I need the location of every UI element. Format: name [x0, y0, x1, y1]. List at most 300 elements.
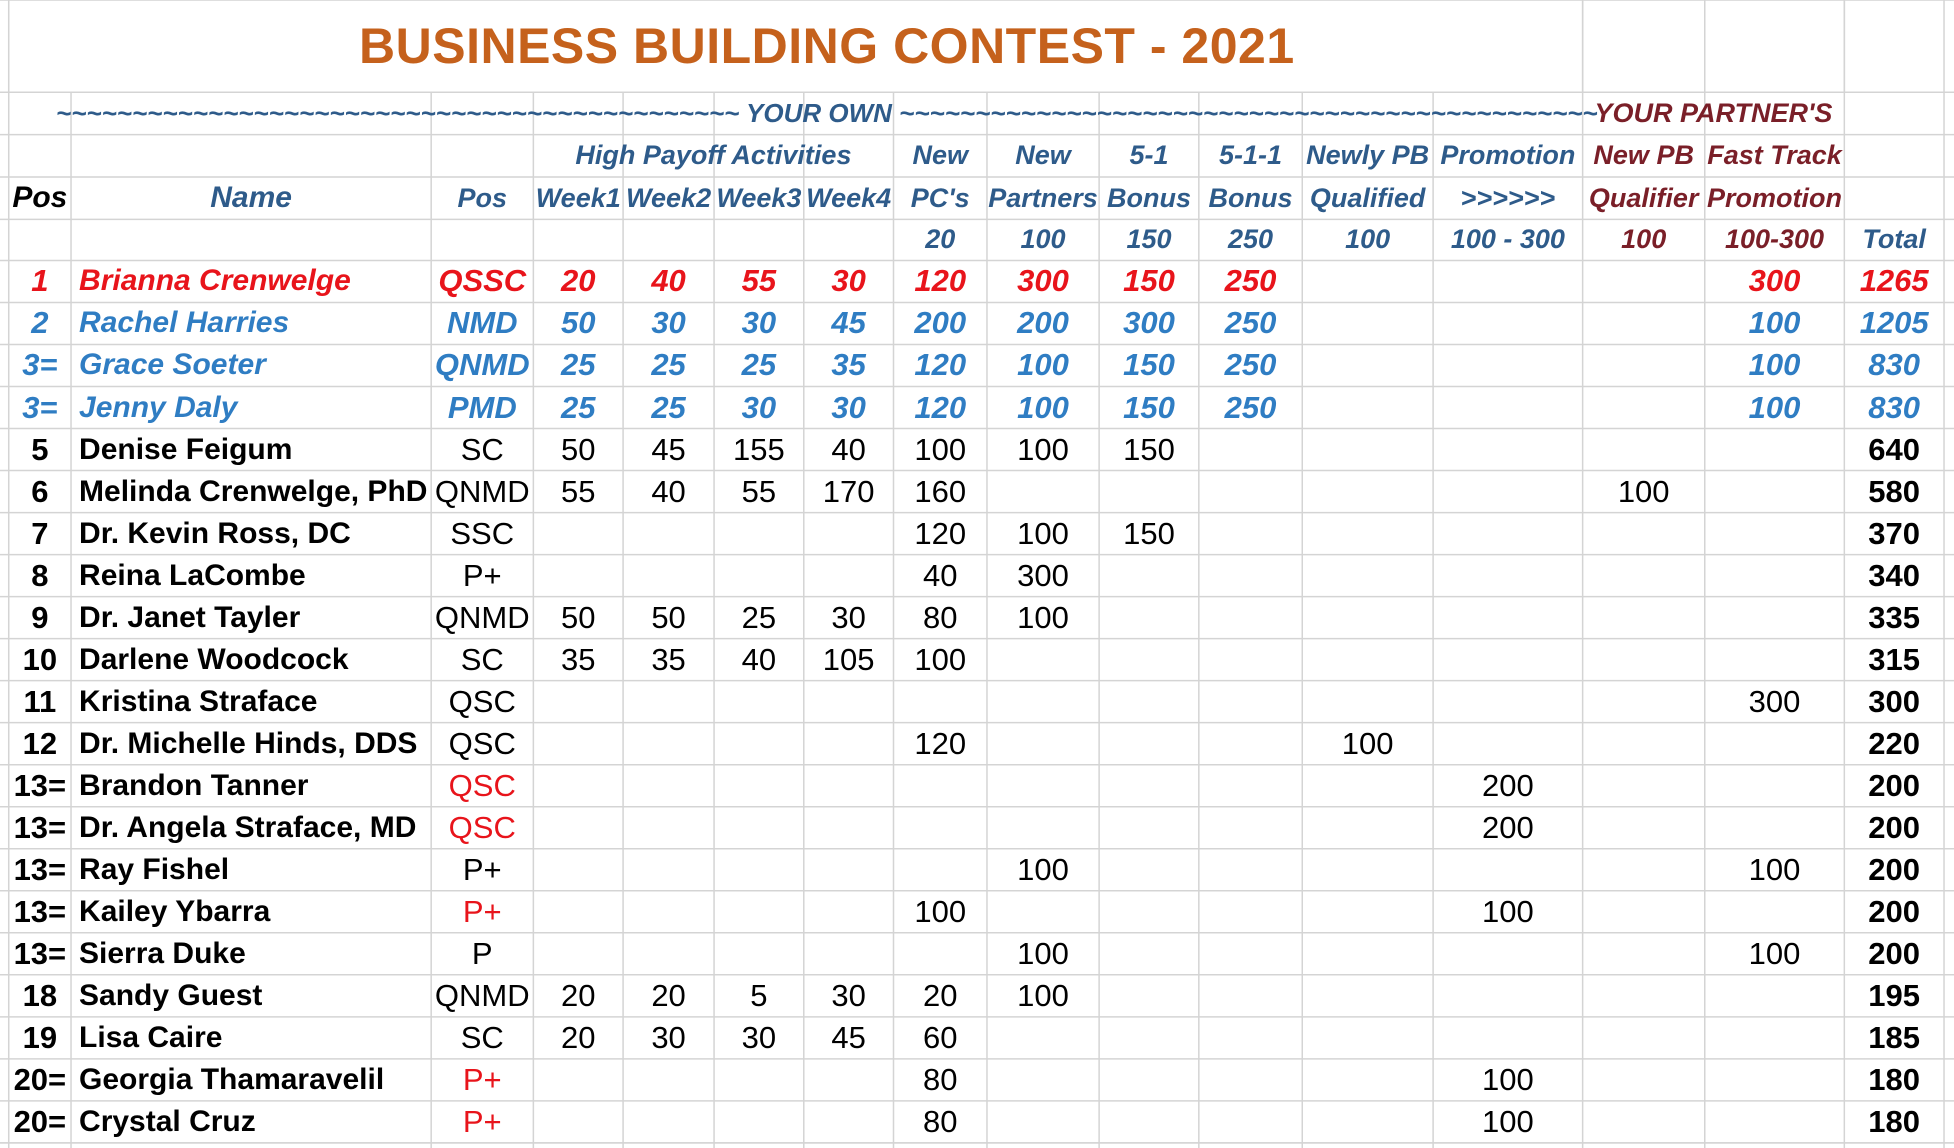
total-cell: 200 — [1868, 851, 1921, 887]
value-cell — [1199, 891, 1302, 933]
value-cell: 25 — [651, 389, 686, 425]
value-cell — [1099, 723, 1199, 765]
points-header: 100 — [1621, 224, 1667, 255]
points-header — [71, 219, 431, 260]
value-cell — [1583, 1017, 1705, 1059]
value-cell — [1099, 891, 1199, 933]
value-cell — [804, 849, 894, 891]
value-cell — [1583, 807, 1705, 849]
total-cell: 335 — [1868, 599, 1921, 635]
points-header: 20 — [925, 224, 956, 255]
value-cell — [1099, 681, 1199, 723]
value-cell — [1199, 513, 1302, 555]
value-cell: 100 — [1748, 389, 1801, 425]
position-cell: 13= — [13, 767, 67, 803]
value-cell: 100 — [914, 431, 967, 467]
value-cell: 25 — [741, 599, 777, 635]
value-cell — [1099, 849, 1199, 891]
column-header: Bonus — [1106, 182, 1191, 213]
points-header — [9, 219, 71, 260]
name-cell: Denise Feigum — [79, 432, 293, 466]
value-cell — [623, 933, 714, 975]
value-cell — [1199, 807, 1302, 849]
value-cell — [623, 849, 714, 891]
position-cell: 6 — [31, 473, 49, 509]
position-cell: 3= — [22, 389, 58, 425]
value-cell: 100 — [1748, 935, 1801, 971]
value-cell: 30 — [651, 1019, 686, 1055]
column-header: Qualifier — [1588, 182, 1699, 213]
value-cell — [1199, 681, 1302, 723]
value-cell — [1583, 765, 1705, 807]
value-cell: 100 — [1017, 431, 1069, 467]
value-cell: 155 — [733, 431, 785, 467]
total-cell: 185 — [1868, 1019, 1921, 1055]
value-cell: 100 — [1748, 305, 1801, 341]
value-cell: 25 — [560, 389, 596, 425]
total-cell: 640 — [1868, 431, 1921, 467]
value-cell — [1705, 639, 1845, 681]
position-cell: 1 — [31, 263, 49, 299]
column-header: High Payoff Activities — [575, 140, 852, 171]
value-cell: 30 — [831, 263, 866, 299]
value-cell: 80 — [922, 1061, 958, 1097]
name-cell: Melinda Crenwelge, PhD — [79, 474, 428, 508]
value-cell — [1302, 260, 1433, 302]
column-header: Newly PB — [1306, 140, 1430, 171]
value-cell — [1199, 555, 1302, 597]
value-cell: QSC — [448, 725, 516, 761]
value-cell — [1583, 429, 1705, 471]
value-cell: 120 — [914, 389, 967, 425]
position-cell: 9 — [31, 599, 49, 635]
value-cell — [987, 807, 1099, 849]
column-header: Promotion — [1707, 182, 1843, 213]
value-cell — [714, 513, 804, 555]
value-cell: 100 — [1481, 1103, 1534, 1139]
position-cell: 13= — [13, 935, 67, 971]
value-cell: 55 — [741, 263, 777, 299]
value-cell — [987, 639, 1099, 681]
name-cell: Dr. Kevin Ross, DC — [79, 516, 351, 550]
value-cell: P+ — [462, 1103, 502, 1139]
value-cell — [623, 807, 714, 849]
value-cell — [533, 513, 623, 555]
total-cell: 1265 — [1859, 263, 1929, 299]
value-cell: 5 — [750, 977, 768, 1013]
position-cell: 10 — [22, 641, 58, 677]
value-cell: 55 — [560, 473, 596, 509]
value-cell: 20 — [922, 977, 958, 1013]
value-cell — [1199, 765, 1302, 807]
position-cell: 7 — [31, 515, 49, 551]
value-cell: 30 — [831, 599, 866, 635]
value-cell — [533, 681, 623, 723]
value-cell — [1705, 513, 1845, 555]
column-header: Fast Track — [1707, 140, 1842, 171]
value-cell: 30 — [741, 305, 777, 341]
value-cell: SC — [460, 641, 504, 677]
value-cell — [987, 1059, 1099, 1101]
name-cell: Kristina Straface — [79, 684, 318, 718]
value-cell — [714, 681, 804, 723]
value-cell — [714, 891, 804, 933]
name-cell: Brianna Crenwelge — [79, 264, 351, 298]
value-cell — [1199, 723, 1302, 765]
points-header: 100 - 300 — [1450, 224, 1565, 255]
value-cell — [1433, 387, 1583, 429]
value-cell — [1583, 344, 1705, 386]
position-cell: 5 — [31, 431, 49, 467]
points-header: 100-300 — [1724, 224, 1825, 255]
column-header: New — [1015, 140, 1071, 171]
value-cell — [1433, 975, 1583, 1017]
name-cell: Sierra Duke — [79, 936, 246, 970]
value-cell: 100 — [1481, 1061, 1534, 1097]
value-cell — [987, 723, 1099, 765]
name-cell: Lisa Caire — [79, 1020, 223, 1054]
value-cell — [1583, 513, 1705, 555]
value-cell — [1302, 344, 1433, 386]
value-cell — [533, 1059, 623, 1101]
value-cell — [533, 849, 623, 891]
name-cell: Dr. Michelle Hinds, DDS — [79, 726, 418, 760]
value-cell — [1199, 429, 1302, 471]
value-cell: 150 — [1123, 347, 1175, 383]
column-header: Name — [210, 181, 292, 215]
value-cell — [623, 555, 714, 597]
value-cell — [1302, 1059, 1433, 1101]
value-cell: 50 — [651, 599, 686, 635]
value-cell — [1583, 723, 1705, 765]
value-cell: 200 — [1481, 767, 1534, 803]
value-cell — [804, 807, 894, 849]
value-cell: 35 — [560, 641, 596, 677]
value-cell — [804, 765, 894, 807]
value-cell: SSC — [450, 515, 515, 551]
value-cell — [1583, 260, 1705, 302]
value-cell — [1199, 1059, 1302, 1101]
value-cell — [1302, 933, 1433, 975]
name-cell: Kailey Ybarra — [79, 894, 271, 928]
column-header — [1844, 177, 1944, 219]
value-cell: QSSC — [438, 263, 527, 299]
value-cell — [533, 555, 623, 597]
value-cell: 20 — [560, 263, 596, 299]
value-cell — [1583, 1059, 1705, 1101]
value-cell: QNMD — [434, 473, 530, 509]
value-cell — [533, 807, 623, 849]
value-cell — [714, 1059, 804, 1101]
value-cell — [1583, 302, 1705, 344]
column-header: >>>>>> — [1460, 182, 1556, 213]
value-cell: P+ — [462, 1061, 502, 1097]
column-header: New — [912, 140, 968, 171]
column-header — [1844, 135, 1944, 177]
total-cell: 200 — [1868, 935, 1921, 971]
value-cell — [1099, 597, 1199, 639]
value-cell — [1099, 555, 1199, 597]
value-cell — [1302, 807, 1433, 849]
value-cell: 30 — [741, 389, 777, 425]
value-cell — [804, 513, 894, 555]
value-cell — [1099, 933, 1199, 975]
value-cell: P+ — [462, 557, 502, 593]
value-cell: 100 — [914, 641, 967, 677]
value-cell — [1302, 555, 1433, 597]
value-cell — [1583, 1101, 1705, 1143]
value-cell: 20 — [560, 1019, 596, 1055]
value-cell — [533, 723, 623, 765]
value-cell — [623, 723, 714, 765]
value-cell: 40 — [741, 641, 777, 677]
value-cell — [1433, 639, 1583, 681]
value-cell — [1302, 302, 1433, 344]
value-cell: 200 — [914, 305, 967, 341]
value-cell — [804, 723, 894, 765]
column-header — [431, 135, 533, 177]
value-cell — [1099, 1101, 1199, 1143]
value-cell: P+ — [462, 893, 502, 929]
value-cell: 45 — [651, 431, 686, 467]
value-cell: 120 — [914, 347, 967, 383]
value-cell — [1302, 681, 1433, 723]
banner-your-partners: YOUR PARTNER'S — [1594, 97, 1833, 128]
points-header — [533, 219, 623, 260]
value-cell: 40 — [651, 473, 686, 509]
value-cell — [1302, 471, 1433, 513]
value-cell — [894, 933, 987, 975]
value-cell — [1705, 975, 1845, 1017]
value-cell: 50 — [560, 431, 596, 467]
value-cell: 120 — [914, 263, 967, 299]
value-cell: 100 — [1481, 893, 1534, 929]
value-cell: QNMD — [434, 347, 530, 383]
value-cell: 100 — [1017, 515, 1069, 551]
value-cell: 300 — [1748, 683, 1801, 719]
page-title: BUSINESS BUILDING CONTEST - 2021 — [359, 18, 1295, 75]
value-cell — [1302, 765, 1433, 807]
value-cell: 150 — [1123, 389, 1175, 425]
value-cell: SC — [460, 1019, 504, 1055]
value-cell: 30 — [831, 389, 866, 425]
value-cell: PMD — [447, 389, 517, 425]
value-cell: 45 — [831, 305, 866, 341]
value-cell: 25 — [560, 347, 596, 383]
position-cell: 13= — [13, 851, 67, 887]
value-cell — [1302, 639, 1433, 681]
column-header: Pos — [12, 181, 68, 215]
value-cell: 100 — [1017, 599, 1069, 635]
position-cell: 11 — [23, 683, 57, 719]
value-cell — [1705, 765, 1845, 807]
value-cell — [1583, 639, 1705, 681]
points-header — [804, 219, 894, 260]
value-cell — [1433, 849, 1583, 891]
value-cell — [894, 681, 987, 723]
points-header — [623, 219, 714, 260]
position-cell: 19 — [22, 1019, 58, 1055]
value-cell — [1705, 429, 1845, 471]
value-cell: QSC — [448, 809, 516, 845]
column-header — [9, 135, 71, 177]
total-cell: 830 — [1868, 347, 1921, 383]
value-cell — [1099, 471, 1199, 513]
value-cell — [714, 765, 804, 807]
value-cell: 25 — [651, 347, 686, 383]
points-header: 150 — [1126, 224, 1172, 255]
value-cell — [1302, 975, 1433, 1017]
total-cell: 180 — [1868, 1061, 1921, 1097]
total-cell: 315 — [1868, 641, 1921, 677]
value-cell — [1302, 1017, 1433, 1059]
value-cell — [987, 1017, 1099, 1059]
column-header: Week1 — [535, 182, 621, 213]
value-cell — [1199, 597, 1302, 639]
value-cell — [804, 933, 894, 975]
value-cell: 55 — [741, 473, 777, 509]
value-cell — [1199, 1017, 1302, 1059]
total-cell: 200 — [1868, 809, 1921, 845]
name-cell: Dr. Janet Tayler — [79, 600, 301, 634]
banner-your-own: ~~~~~~~~~~~~~~~~~~~~~~~~~~~~~~~~~~~~~~~~~~~~~ YOUR OWN ~~~~~~~~~~~~~~~~~~~~~~~~~~~~~~~~~~~~~~~~~~~~~~ — [56, 97, 1598, 128]
value-cell — [1199, 849, 1302, 891]
value-cell: SC — [460, 431, 504, 467]
value-cell — [1583, 555, 1705, 597]
value-cell — [1433, 513, 1583, 555]
position-cell: 20= — [13, 1103, 67, 1139]
value-cell — [1705, 1017, 1845, 1059]
value-cell — [894, 849, 987, 891]
value-cell: 300 — [1748, 263, 1801, 299]
value-cell: QNMD — [434, 599, 530, 635]
name-cell: Dr. Angela Straface, MD — [79, 810, 417, 844]
name-cell: Rachel Harries — [79, 306, 290, 340]
value-cell: 40 — [651, 263, 686, 299]
position-cell: 18 — [22, 977, 58, 1013]
value-cell: 40 — [831, 431, 866, 467]
value-cell: 300 — [1017, 263, 1069, 299]
value-cell — [1199, 471, 1302, 513]
value-cell — [1705, 807, 1845, 849]
value-cell — [1099, 1017, 1199, 1059]
value-cell: 100 — [1617, 473, 1670, 509]
position-cell: 2 — [31, 305, 49, 341]
value-cell: 30 — [831, 977, 866, 1013]
name-cell: Crystal Cruz — [79, 1104, 256, 1138]
value-cell — [623, 891, 714, 933]
value-cell: QSC — [448, 767, 516, 803]
points-header: 100 — [1345, 224, 1391, 255]
value-cell: 150 — [1123, 515, 1175, 551]
value-cell: 25 — [741, 347, 777, 383]
value-cell — [1199, 975, 1302, 1017]
column-header: PC's — [910, 182, 970, 213]
value-cell — [987, 1101, 1099, 1143]
points-header — [431, 219, 533, 260]
value-cell — [1302, 513, 1433, 555]
points-header: 250 — [1227, 224, 1274, 255]
position-cell: 12 — [22, 725, 58, 761]
value-cell — [714, 849, 804, 891]
name-cell: Darlene Woodcock — [79, 642, 349, 676]
value-cell: P — [471, 935, 493, 971]
value-cell: 160 — [914, 473, 967, 509]
value-cell — [1433, 260, 1583, 302]
value-cell — [1433, 555, 1583, 597]
value-cell — [1433, 344, 1583, 386]
value-cell — [1705, 471, 1845, 513]
value-cell — [714, 807, 804, 849]
value-cell — [1199, 639, 1302, 681]
value-cell: 105 — [822, 641, 875, 677]
value-cell — [987, 765, 1099, 807]
value-cell: 100 — [1017, 389, 1069, 425]
value-cell — [804, 891, 894, 933]
value-cell: 35 — [831, 347, 866, 383]
position-cell: 20= — [13, 1061, 67, 1097]
value-cell — [533, 765, 623, 807]
value-cell: 60 — [922, 1019, 958, 1055]
value-cell — [1199, 1101, 1302, 1143]
name-cell: Jenny Daly — [79, 390, 238, 424]
value-cell: 100 — [1748, 851, 1801, 887]
total-cell: 200 — [1868, 767, 1921, 803]
column-header: 5-1-1 — [1219, 140, 1283, 171]
value-cell — [1433, 471, 1583, 513]
value-cell: 170 — [822, 473, 875, 509]
value-cell: 120 — [914, 515, 967, 551]
total-cell: 200 — [1868, 893, 1921, 929]
position-cell: 8 — [31, 557, 49, 593]
position-cell: 13= — [13, 809, 67, 845]
value-cell: 30 — [651, 305, 686, 341]
value-cell — [623, 513, 714, 555]
value-cell — [533, 933, 623, 975]
value-cell: 100 — [914, 893, 967, 929]
value-cell: 250 — [1224, 389, 1277, 425]
value-cell — [623, 1101, 714, 1143]
value-cell — [623, 1059, 714, 1101]
value-cell: 200 — [1481, 809, 1534, 845]
position-cell: 3= — [22, 347, 58, 383]
points-header: 100 — [1020, 224, 1066, 255]
value-cell — [1705, 555, 1845, 597]
name-cell: Reina LaCombe — [79, 558, 306, 592]
column-header: Pos — [457, 182, 508, 213]
value-cell — [1302, 891, 1433, 933]
value-cell: 35 — [651, 641, 686, 677]
value-cell — [1099, 765, 1199, 807]
total-cell: 300 — [1868, 683, 1921, 719]
value-cell — [1433, 681, 1583, 723]
column-header: New PB — [1593, 140, 1694, 171]
value-cell: QSC — [448, 683, 516, 719]
value-cell — [714, 933, 804, 975]
total-header: Total — [1862, 224, 1926, 255]
value-cell: 100 — [1017, 851, 1069, 887]
value-cell: 30 — [741, 1019, 777, 1055]
name-cell: Ray Fishel — [79, 852, 230, 886]
column-header: Bonus — [1208, 182, 1293, 213]
value-cell: QNMD — [434, 977, 530, 1013]
value-cell: P+ — [462, 851, 502, 887]
value-cell — [987, 891, 1099, 933]
value-cell — [1583, 597, 1705, 639]
value-cell — [1302, 597, 1433, 639]
value-cell: 300 — [1123, 305, 1175, 341]
value-cell: 300 — [1017, 557, 1069, 593]
